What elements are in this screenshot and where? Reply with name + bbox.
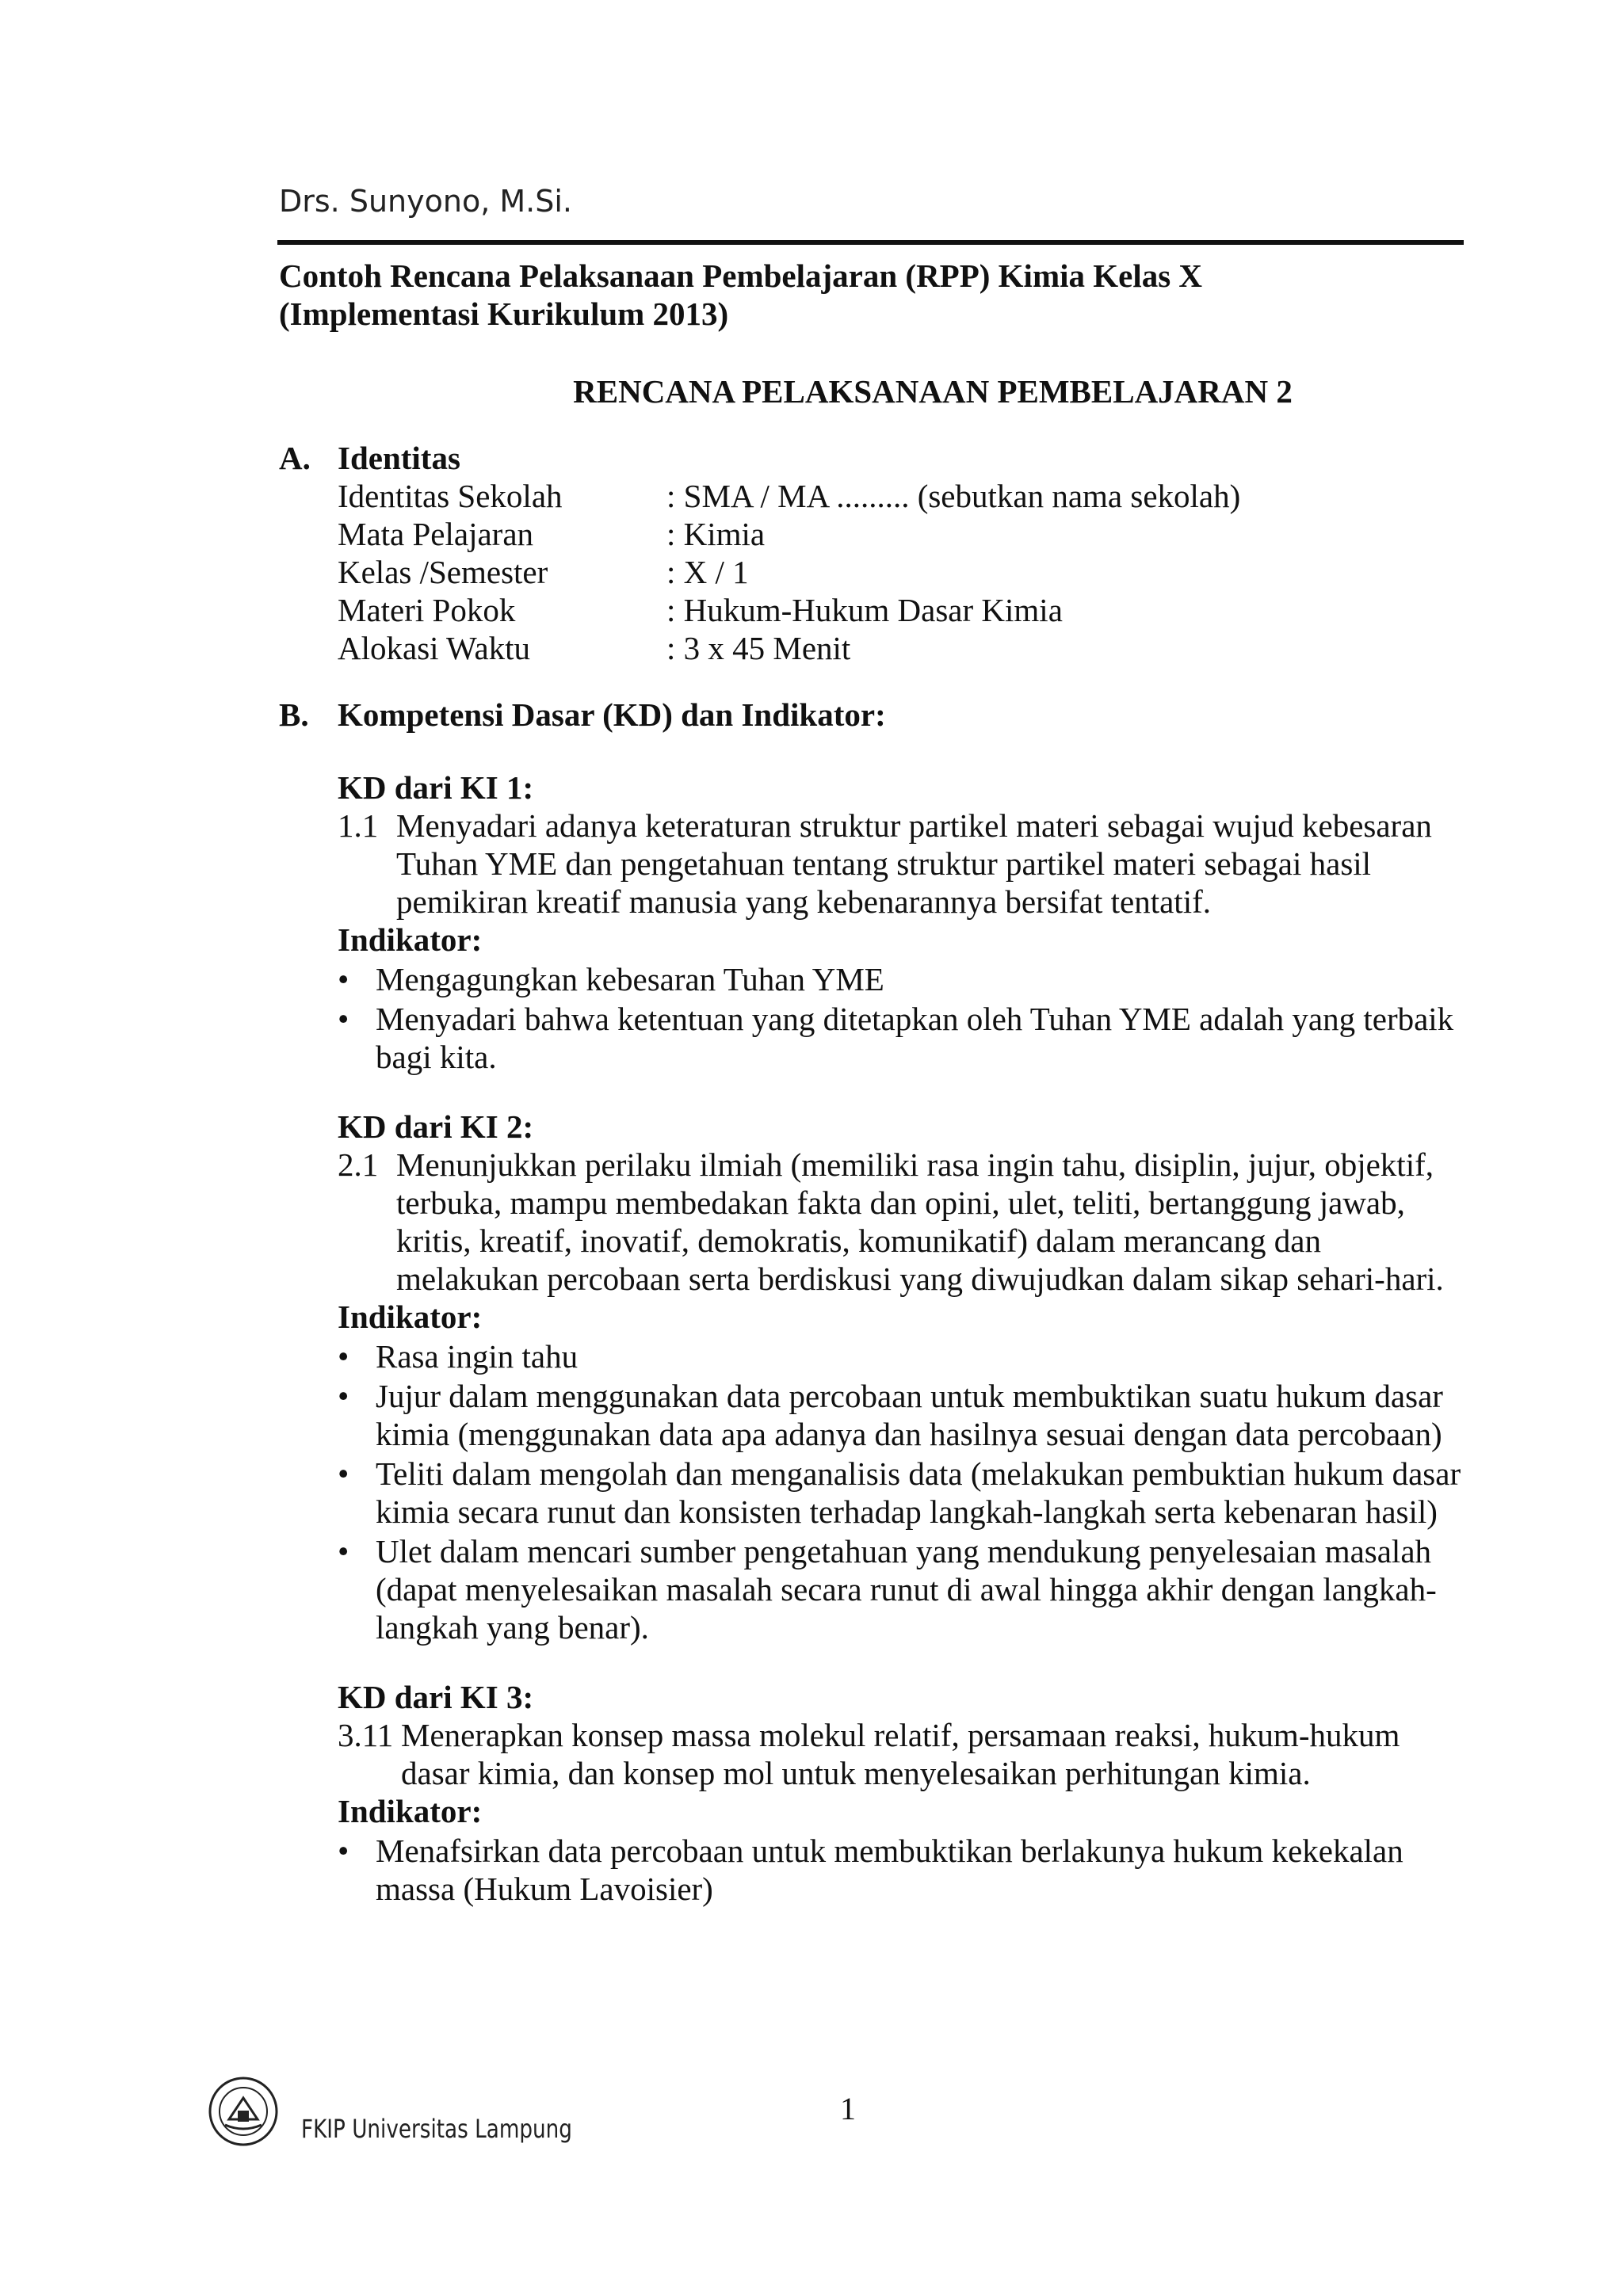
bullet-icon: • xyxy=(338,1338,349,1375)
bullet-icon: • xyxy=(338,961,349,997)
section-a-heading xyxy=(279,439,1468,477)
kd2-indicator-list xyxy=(338,1337,1468,1646)
bullet-icon: • xyxy=(338,1833,349,1869)
kd3-title: KD dari KI 3: xyxy=(338,1679,534,1715)
section-b-title: Kompetensi Dasar (KD) dan Indikator: xyxy=(338,696,886,733)
identity-row xyxy=(338,515,1468,553)
kd1-title: KD dari KI 1: xyxy=(338,769,534,806)
identity-key: Materi Pokok xyxy=(338,592,516,628)
document-title-line-2: (Implementasi Kurikulum 2013) xyxy=(279,296,729,332)
list-item xyxy=(338,1455,1468,1531)
section-b-label: B. xyxy=(279,696,309,733)
kd3-text: Menerapkan konsep massa molekul relatif, persamaan reaksi, hukum-hukum dasar kimia, dan konsep mol untuk menyelesaikan perhitungan kimia. xyxy=(401,1717,1400,1791)
identity-row xyxy=(338,591,1468,629)
document-body xyxy=(279,254,1468,1908)
kd3-indicator-text: Menafsirkan data percobaan untuk membuktikan berlakunya hukum kekekalan massa (Hukum Lavoisier) xyxy=(376,1833,1403,1907)
identity-key: Mata Pelajaran xyxy=(338,516,534,552)
bullet-icon: • xyxy=(338,1533,349,1569)
section-b-content xyxy=(279,769,1468,1908)
kd3-indicator-heading: Indikator: xyxy=(338,1793,483,1829)
list-item xyxy=(338,1832,1468,1908)
identity-value: : SMA / MA ......... (sebutkan nama sekolah) xyxy=(666,478,1241,514)
identity-row xyxy=(338,629,1468,667)
kd1-indicator-heading: Indikator: xyxy=(338,921,483,958)
list-item xyxy=(338,1337,1468,1375)
identity-key: Alokasi Waktu xyxy=(338,630,531,666)
list-item xyxy=(338,1532,1468,1646)
identity-key: Kelas /Semester xyxy=(338,554,548,590)
identity-value: : 3 x 45 Menit xyxy=(666,630,851,666)
kd1-indicator-list xyxy=(338,960,1468,1076)
kd2-indicator-text: Teliti dalam mengolah dan menganalisis data (melakukan pembuktian hukum dasar kimia secara runut dan konsisten terhadap langkah-langkah serta kebenaran hasil) xyxy=(376,1455,1461,1530)
identity-value: : Hukum-Hukum Dasar Kimia xyxy=(666,592,1063,628)
kd1-indicator-text: Mengagungkan kebesaran Tuhan YME xyxy=(376,961,884,997)
list-item xyxy=(338,960,1468,998)
page-number: 1 xyxy=(840,2091,856,2126)
identity-row xyxy=(338,477,1468,515)
section-a-title: Identitas xyxy=(338,440,460,476)
kd1-number: 1.1 xyxy=(338,807,379,844)
kd3-statement xyxy=(338,1716,1468,1792)
identity-table xyxy=(279,477,1468,667)
kd3-number: 3.11 xyxy=(338,1717,394,1753)
kd2-indicator-text: Ulet dalam mencari sumber pengetahuan yang mendukung penyelesaian masalah (dapat menyelesaikan masalah secara runut di awal hingga akhir dengan langkah-langkah yang benar). xyxy=(376,1533,1437,1646)
kd1-indicator-text: Menyadari bahwa ketentuan yang ditetapkan oleh Tuhan YME adalah yang terbaik bagi kita. xyxy=(376,1001,1454,1075)
section-b-heading xyxy=(279,696,1468,734)
bullet-icon: • xyxy=(338,1001,349,1037)
kd2-indicator-text: Rasa ingin tahu xyxy=(376,1338,579,1375)
bullet-icon: • xyxy=(338,1378,349,1414)
identity-row xyxy=(338,553,1468,591)
bullet-icon: • xyxy=(338,1455,349,1492)
kd1-text: Menyadari adanya keteraturan struktur partikel materi sebagai wujud kebesaran Tuhan YME dan pengetahuan tentang struktur partikel materi sebagai hasil pemikiran kreatif manusia yang kebenarannya bersifat tentatif. xyxy=(396,807,1432,920)
section-a-label: A. xyxy=(279,440,311,476)
identity-value: : Kimia xyxy=(666,516,766,552)
kd2-number: 2.1 xyxy=(338,1146,379,1183)
kd2-indicator-heading: Indikator: xyxy=(338,1299,483,1335)
list-item xyxy=(338,1000,1468,1076)
header-author: Drs. Sunyono, M.Si. xyxy=(279,184,572,219)
identity-key: Identitas Sekolah xyxy=(338,478,563,514)
list-item xyxy=(338,1377,1468,1453)
footer-institution: FKIP Universitas Lampung xyxy=(301,2114,572,2144)
kd2-text: Menunjukkan perilaku ilmiah (memiliki rasa ingin tahu, disiplin, jujur, objektif, terbuka, mampu membedakan fakta dan opini, ulet, teliti, bertanggung jawab, kritis, kreatif, inovatif, demokratis, komunikatif) dalam merancang dan melakukan percobaan serta berdiskusi yang diwujudkan dalam sikap sehari-hari. xyxy=(396,1146,1444,1297)
document-title-line-1: Contoh Rencana Pelaksanaan Pembelajaran (RPP) Kimia Kelas X xyxy=(279,257,1203,294)
rpp-heading: RENCANA PELAKSANAAN PEMBELAJARAN 2 xyxy=(573,373,1293,410)
university-seal-icon xyxy=(208,2076,279,2147)
identity-value: : X / 1 xyxy=(666,554,749,590)
header-rule xyxy=(277,240,1464,245)
kd2-title: KD dari KI 2: xyxy=(338,1108,534,1145)
kd1-statement xyxy=(338,807,1468,921)
kd2-indicator-text: Jujur dalam menggunakan data percobaan untuk membuktikan suatu hukum dasar kimia (menggunakan data apa adanya dan hasilnya sesuai dengan data percobaan) xyxy=(376,1378,1443,1452)
kd2-statement xyxy=(338,1146,1468,1298)
kd3-indicator-list xyxy=(338,1832,1468,1908)
